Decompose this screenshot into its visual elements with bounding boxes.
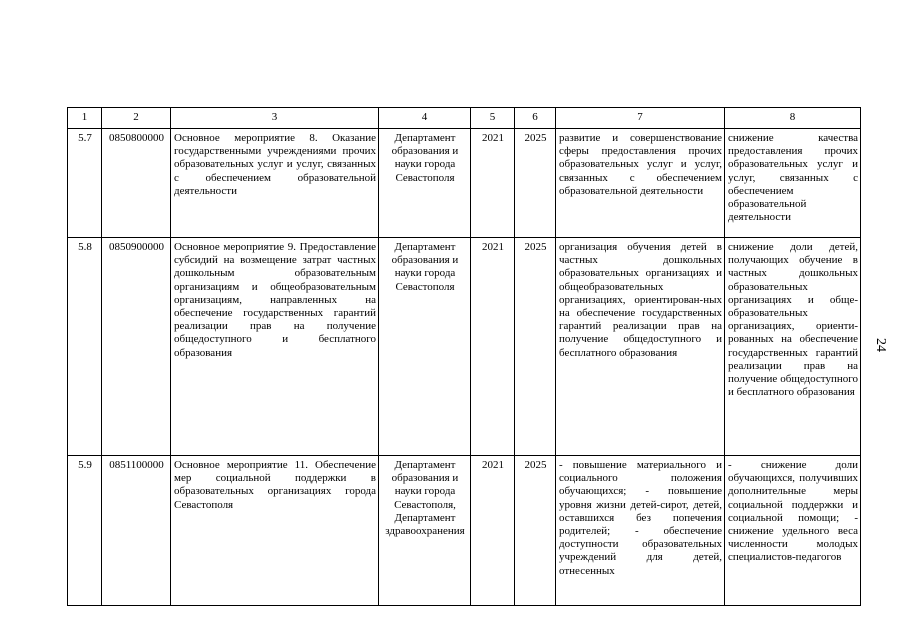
budget-code: 0850900000	[102, 238, 171, 456]
expected-result: организация обучения детей в частных дошкольных образовательных организациях и общеобразовательных организациях, ориентирован-ных на обеспечение государственных гарантий реализации прав на получение общедоступного и бесплатного образования	[556, 238, 725, 456]
column-number-row	[68, 108, 861, 129]
activity-name: Основное мероприятие 8. Оказание государственными учреждениями прочих образовательных услуг и услуг, связанных с обеспечением образовательной деятельности	[171, 129, 379, 238]
end-year: 2025	[515, 238, 556, 456]
page-number: 24	[873, 338, 888, 352]
column-header: 3	[171, 108, 379, 129]
non-implementation-consequence: снижение качества предоставления прочих образовательных услуг и услуг, связанных с обеспечением образовательной деятельности	[725, 129, 861, 238]
end-year: 2025	[515, 129, 556, 238]
row-number: 5.8	[68, 238, 102, 456]
non-implementation-consequence: снижение доли детей, получающих обучение в частных дошкольных образовательных организациях и обще-образовательных организациях, ориенти-рованных на обеспечение государственных гарантий реализации прав на получение общедоступного и бесплатного образования	[725, 238, 861, 456]
start-year: 2021	[471, 456, 515, 606]
executor: Департамент образования и науки города Севастополя, Департамент здравоохранения	[379, 456, 471, 606]
column-header: 5	[471, 108, 515, 129]
activity-name: Основное мероприятие 9. Предоставление субсидий на возмещение затрат частных дошкольным образовательным организациям и общеобразовательным организациям, направленных на обеспечение государственных гарантий реализации прав на получение общедоступного и бесплатного образования	[171, 238, 379, 456]
row-number: 5.9	[68, 456, 102, 606]
budget-code: 0851100000	[102, 456, 171, 606]
non-implementation-consequence: - снижение доли обучающихся, получивших дополнительные меры социальной поддержки и социальной помощи; - снижение удельного веса численности молодых специалистов-педагогов	[725, 456, 861, 606]
column-header: 7	[556, 108, 725, 129]
expected-result: развитие и совершенствование сферы предоставления прочих образовательных услуг и услуг, связанных с обеспечением образовательной деятельности	[556, 129, 725, 238]
executor: Департамент образования и науки города Севастополя	[379, 238, 471, 456]
column-header: 6	[515, 108, 556, 129]
start-year: 2021	[471, 129, 515, 238]
executor: Департамент образования и науки города Севастополя	[379, 129, 471, 238]
expected-result: - повышение материального и социального положения обучающихся; - повышение уровня жизни детей-сирот, детей, оставшихся без попечения родителей; - обеспечение доступности образовательных учреждений для детей, отнесенных	[556, 456, 725, 606]
program-activities-table	[67, 107, 861, 606]
budget-code: 0850800000	[102, 129, 171, 238]
row-number: 5.7	[68, 129, 102, 238]
column-header: 2	[102, 108, 171, 129]
column-header: 1	[68, 108, 102, 129]
table-row	[68, 456, 861, 606]
activity-name: Основное мероприятие 11. Обеспечение мер социальной поддержки в образовательных организациях города Севастополя	[171, 456, 379, 606]
table-row	[68, 129, 861, 238]
table-row	[68, 238, 861, 456]
column-header: 8	[725, 108, 861, 129]
column-header: 4	[379, 108, 471, 129]
start-year: 2021	[471, 238, 515, 456]
end-year: 2025	[515, 456, 556, 606]
